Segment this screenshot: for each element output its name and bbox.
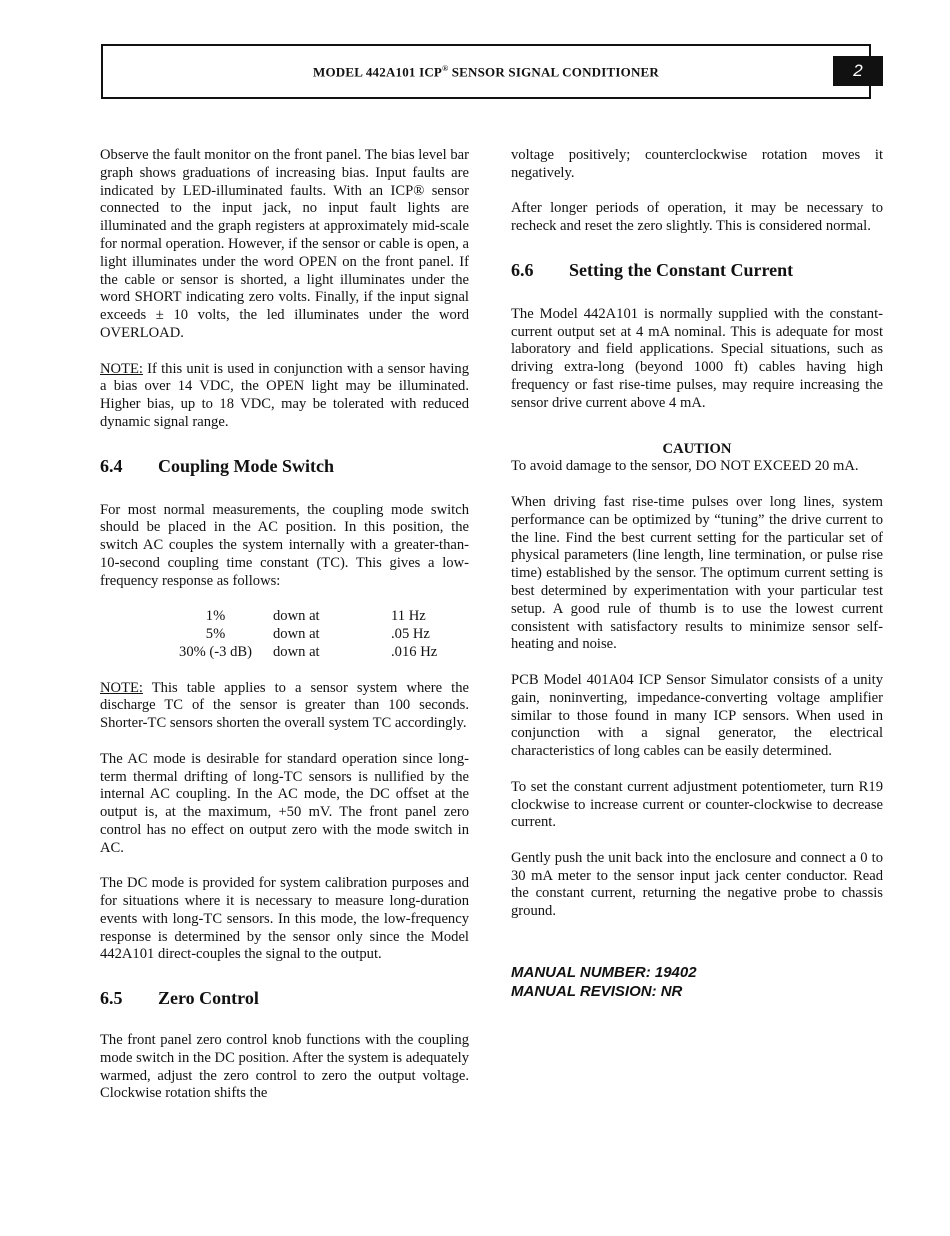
right-column xyxy=(511,147,883,1001)
page-number: 2 xyxy=(833,56,883,86)
table-cell-label: down at xyxy=(273,643,320,660)
table-cell-label: down at xyxy=(273,626,320,643)
table-cell-pct: 30% (-3 dB) xyxy=(179,643,252,660)
table-row xyxy=(158,626,437,644)
manual-revision: MANUAL REVISION: NR xyxy=(511,983,683,1001)
dc-mode-paragraph: The DC mode is provided for system calibration purposes and for situations where it is necessary to measure long-duration events with long-TC sensors. In this mode, the low-frequency response is determined by the sensor only since the Model 442A101 direct-couples the signal to the output. xyxy=(100,875,469,963)
table-cell-freq: .05 Hz xyxy=(391,626,430,643)
section-6-4-heading: 6.4 Coupling Mode Switch xyxy=(100,455,335,476)
frequency-response-table xyxy=(158,608,437,661)
note-label: NOTE: xyxy=(100,360,143,377)
manual-info xyxy=(511,963,883,1001)
table-cell-freq: 11 Hz xyxy=(391,608,426,625)
simulator-paragraph: PCB Model 401A04 ICP Sensor Simulator consists of a unity gain, noninverting, impedance-converting voltage amplifier similar to those found in many ICP sensors. When used in conjunction with a signal generator, the electrical characteristics of long cables can be easily determined. xyxy=(511,671,883,760)
note-bias-paragraph: NOTE: If this unit is used in conjunction with a sensor having a bias over 14 VDC, the OPEN light may be illuminated. Higher bias, up to 18 VDC, may be tolerated with reduced dynamic signal range. xyxy=(100,360,469,430)
push-paragraph: Gently push the unit back into the enclosure and connect a 0 to 30 mA meter to the sensor input jack center conductor. Read the constant current, returning the negative probe to chassis ground. xyxy=(511,849,883,920)
caution-text: To avoid damage to the sensor, DO NOT EXCEED 20 mA. xyxy=(511,458,859,475)
table-cell-pct: 5% xyxy=(205,626,226,643)
adjust-paragraph: To set the constant current adjustment potentiometer, turn R19 clockwise to increase current or counter-clockwise to decrease current. xyxy=(511,778,883,831)
tuning-paragraph: When driving fast rise-time pulses over long lines, system performance can be optimized by “tuning” the drive current to the line. Find the best current setting for the particular set of physical parameters (line length, line termination, or pulse rise time) established by the sensor. The optimum current setting is best determined by experimentation with your particular test setup. A good rule of thumb is to use the lowest current consistent with satisfactory results to minimize sensor self-heating and noise. xyxy=(511,493,883,653)
coupling-paragraph: For most normal measurements, the coupling mode switch should be placed in the AC position. In this position, the switch AC couples the system internally with a greater-than-10-second coupling time constant (TC). This gives a low-frequency response as follows: xyxy=(100,501,469,589)
ac-mode-paragraph: The AC mode is desirable for standard operation since long-term thermal drifting of long-TC sensors is nullified by the internal AC coupling. In the AC mode, the DC offset at the output is, at the maximum, +50 mV. The front panel zero control has no effect on output zero with the mode switch in AC. xyxy=(100,750,469,856)
section-6-6-heading: 6.6 Setting the Constant Current xyxy=(511,259,794,280)
header-title: MODEL 442A101 ICP® SENSOR SIGNAL CONDITIONER xyxy=(313,64,659,80)
manual-number: MANUAL NUMBER: 19402 xyxy=(511,964,697,982)
caution-title: CAUTION xyxy=(662,440,732,457)
section-6-5-heading: 6.5 Zero Control xyxy=(100,988,259,1009)
table-cell-pct: 1% xyxy=(205,608,226,625)
note-label: NOTE: xyxy=(100,679,143,696)
page-header xyxy=(101,44,871,99)
constant-current-paragraph: The Model 442A101 is normally supplied with the constant-current output set at 4 mA nominal. This is adequate for most laboratory and field applications. Special situations, such as driving extra-long (beyond 1000 ft) cables having high frequency or fast rise-time pulses, may require increasing the sensor drive current above 4 mA. xyxy=(511,305,883,411)
fault-monitor-paragraph: Observe the fault monitor on the front panel. The bias level bar graph shows graduations of increasing bias. Input faults are indicated by LED-illuminated faults. With an ICP® sensor connected to the input jack, no input fault lights are illuminated and the graph registers at approximately mid-scale for normal operation. However, if the sensor or cable is open, a light illuminates under the word OPEN on the front panel. If the cable or sensor is shorted, a light illuminates under the word SHORT indicating zero volts. Finally, if the input signal exceeds ± 10 volts, the led illuminates under the word OVERLOAD. xyxy=(100,147,469,341)
table-row xyxy=(158,608,437,626)
caution-block xyxy=(511,441,883,477)
table-cell-freq: .016 Hz xyxy=(391,643,438,660)
table-cell-label: down at xyxy=(273,608,320,625)
table-row xyxy=(158,644,437,662)
recheck-paragraph: After longer periods of operation, it may be necessary to recheck and reset the zero slightly. This is considered normal. xyxy=(511,200,883,235)
note-discharge-paragraph: NOTE: This table applies to a sensor system where the discharge TC of the sensor is greater than 100 seconds. Shorter-TC sensors shorten the overall system TC accordingly. xyxy=(100,679,469,732)
zero-continued-paragraph: voltage positively; counterclockwise rotation moves it negatively. xyxy=(511,147,883,181)
left-column xyxy=(100,147,469,1121)
zero-control-paragraph: The front panel zero control knob functions with the coupling mode switch in the DC position. After the system is adequately warmed, adjust the zero control to zero the output voltage. Clockwise rotation shifts the xyxy=(100,1032,469,1102)
